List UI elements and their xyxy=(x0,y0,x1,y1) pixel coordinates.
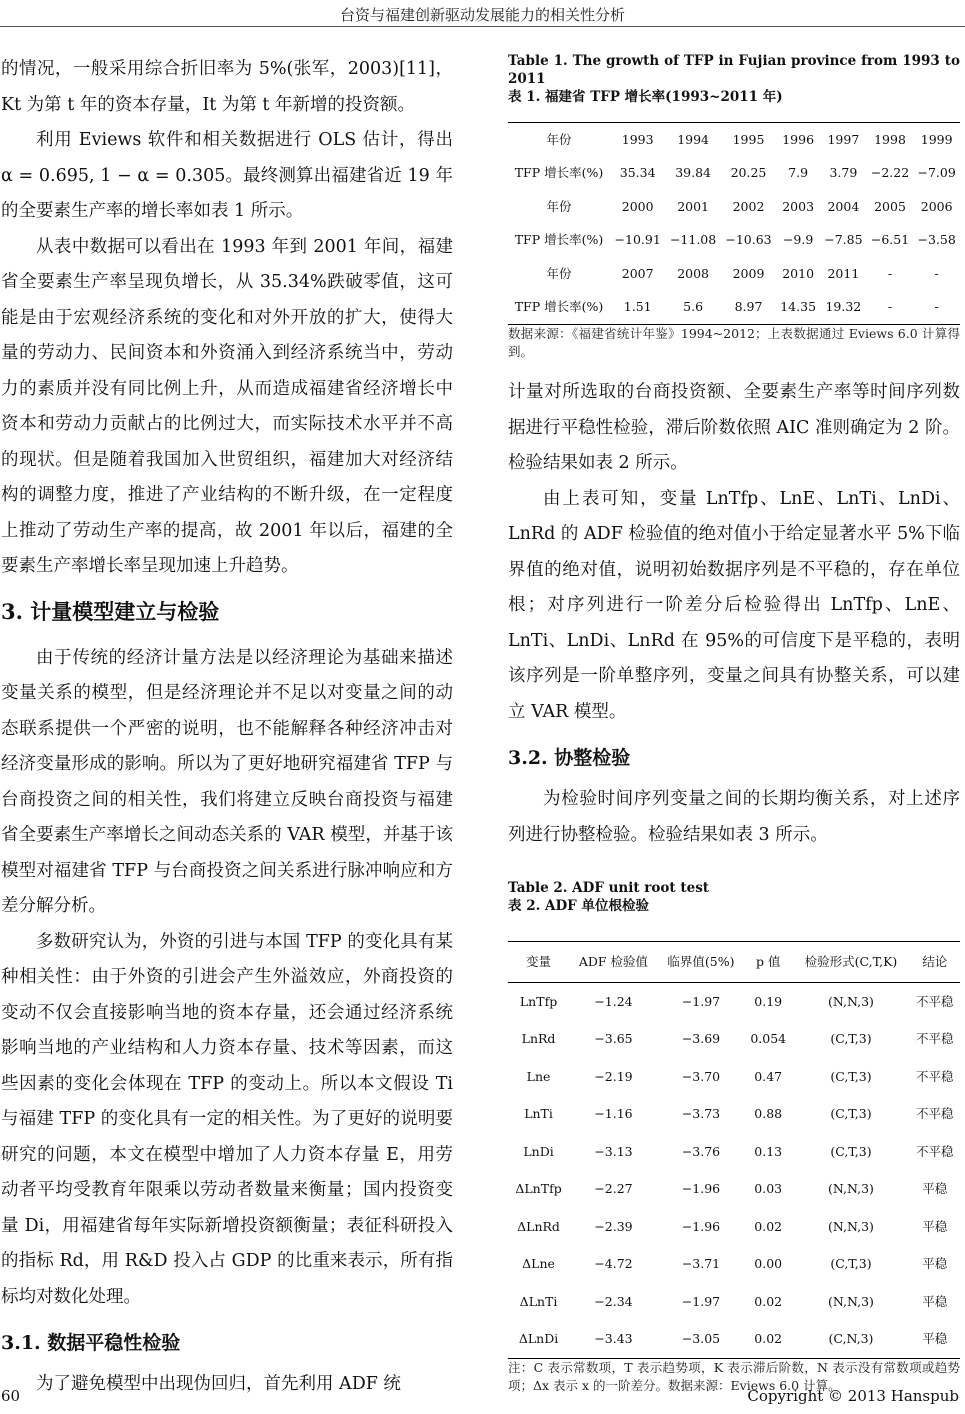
table-cell: 2003 xyxy=(782,198,815,214)
table-row xyxy=(508,190,960,224)
paragraph: 由于传统的经济计量方法是以经济理论为基础来描述变量关系的模型，但是经济理论并不足以对变量之间的动态联系提供一个严密的说明，也不能解释各种经济冲击对经济变量形成的影响。所以为了更好地研究福建省 TFP 与台商投资之间的相关性，我们将建立反映台商投资与福建省全要素生产率增长之间动态关系的 VAR 模型，并基于该模型对福建省 TFP 与台商投资之间关系进行脉冲响应和方差分解分析。 xyxy=(1,647,453,916)
table-cell: TFP 增长率(%) xyxy=(514,165,604,181)
table-cell: ΔLnRd xyxy=(517,1218,560,1234)
table1-note: 数据来源：《福建省统计年鉴》1994~2012；上表数据通过 Eviews 6.0 计算得到。 xyxy=(508,326,960,359)
table-cell: 2004 xyxy=(827,198,860,214)
table-cell: −3.65 xyxy=(594,1031,633,1047)
table-cell: −1.97 xyxy=(681,1293,721,1309)
table-cell: (N,N,3) xyxy=(828,1181,874,1197)
table-cell: 0.02 xyxy=(754,1218,783,1234)
table-cell: 2000 xyxy=(621,198,654,214)
table-cell: (N,N,3) xyxy=(828,993,874,1009)
table2 xyxy=(508,941,960,1359)
table-cell: 35.34 xyxy=(619,165,656,181)
table-cell: 1996 xyxy=(782,131,815,147)
table-cell: LnRd xyxy=(521,1031,556,1047)
table-cell: 平稳 xyxy=(922,1293,948,1309)
table-cell: −6.51 xyxy=(870,232,910,248)
table2-caption-en: Table 2. ADF unit root test xyxy=(508,880,710,896)
table-cell: 19.32 xyxy=(825,299,862,315)
table-cell: −1.97 xyxy=(681,993,721,1009)
table-cell: 2002 xyxy=(732,198,765,214)
table-row xyxy=(508,1133,960,1171)
table-cell: 0.054 xyxy=(750,1031,787,1047)
table2-caption-cn: 表 2. ADF 单位根检验 xyxy=(508,898,649,914)
table-cell: 平稳 xyxy=(922,1331,948,1347)
table-cell: 2009 xyxy=(732,265,765,281)
table-cell: 39.84 xyxy=(675,165,711,181)
table-cell: −9.9 xyxy=(782,232,814,248)
table-cell: 2008 xyxy=(677,265,709,281)
table1-caption-cn: 表 1. 福建省 TFP 增长率(1993~2011 年) xyxy=(508,89,783,105)
table-cell: TFP 增长率(%) xyxy=(514,299,604,315)
table-row xyxy=(508,1096,960,1134)
table-cell: (C,T,3) xyxy=(830,1143,872,1159)
table1 xyxy=(508,122,960,325)
table1-caption-en: Table 1. The growth of TFP in Fujian province from 1993 to 2011 xyxy=(508,53,960,87)
paragraph: 为了避免模型中出现伪回归，首先利用 ADF 统 xyxy=(36,1374,401,1394)
table-cell: 0.47 xyxy=(754,1068,783,1084)
table-row xyxy=(508,1171,960,1209)
table-cell: (C,N,3) xyxy=(828,1331,874,1347)
table-cell: 1999 xyxy=(920,131,953,147)
paragraph: 为检验时间序列变量之间的长期均衡关系，对上述序列进行协整检验。检验结果如表 3 所示。 xyxy=(508,789,960,845)
page-number: 60 xyxy=(1,1387,21,1405)
table-row xyxy=(508,257,960,291)
table-cell: ADF 检验值 xyxy=(569,942,658,983)
left-column xyxy=(1,52,453,1403)
table-cell: 7.9 xyxy=(788,165,809,181)
table-cell: −10.91 xyxy=(614,232,661,248)
table-cell: −1.24 xyxy=(594,993,633,1009)
table-cell: TFP 增长率(%) xyxy=(514,232,604,248)
section-heading: 3. 计量模型建立与检验 xyxy=(1,598,220,624)
table-cell: p 值 xyxy=(744,942,792,983)
table-cell: −11.08 xyxy=(669,232,717,248)
table-cell: 结论 xyxy=(910,942,960,983)
table-cell: 2011 xyxy=(827,265,860,281)
table-cell: 0.03 xyxy=(754,1181,783,1197)
table-row xyxy=(508,1058,960,1096)
table-cell: −7.09 xyxy=(917,165,956,181)
table-cell: (C,T,3) xyxy=(830,1256,872,1272)
table-cell: −10.63 xyxy=(725,232,772,248)
table-row xyxy=(508,983,960,1021)
subsection-heading: 3.2. 协整检验 xyxy=(508,747,631,769)
table-cell: −3.73 xyxy=(681,1106,721,1122)
table-row xyxy=(508,224,960,258)
table-row xyxy=(508,1283,960,1321)
table-cell: 临界值(5%) xyxy=(658,942,744,983)
table-cell: LnTfp xyxy=(519,993,558,1009)
table-cell: −3.58 xyxy=(917,232,956,248)
table-cell: −1.16 xyxy=(594,1106,633,1122)
table-cell: 14.35 xyxy=(780,299,817,315)
table2-note: 注：C 表示常数项，T 表示趋势项，K 表示滞后阶数，N 表示没有常数项或趋势项；Δx 表示 x 的一阶差分。数据来源：Eviews 6.0 计算。 xyxy=(508,1360,960,1393)
table-row xyxy=(508,942,960,983)
table-cell: 0.02 xyxy=(754,1293,783,1309)
table-cell: 1998 xyxy=(874,131,906,147)
table-cell: −2.39 xyxy=(594,1218,633,1234)
table-cell: 1994 xyxy=(677,131,709,147)
table-cell: 检验形式(C,T,K) xyxy=(792,942,909,983)
table-cell: 2001 xyxy=(677,198,709,214)
table-cell: 不平稳 xyxy=(916,993,954,1009)
table-cell: LnTi xyxy=(524,1106,553,1122)
table-cell: - xyxy=(887,265,893,281)
table-cell: 不平稳 xyxy=(916,1106,954,1122)
table-row xyxy=(508,291,960,325)
table-cell: - xyxy=(887,299,893,315)
table-cell: −2.34 xyxy=(594,1293,633,1309)
paragraph: 由上表可知，变量 LnTfp、LnE、LnTi、LnDi、LnRd 的 ADF 检验值的绝对值小于给定显著水平 5%下临界值的绝对值，说明初始数据序列是不平稳的，存在单位根；对序列进行一阶差分后检验得出 LnTfp、LnE、LnTi、LnDi、LnRd 在 95%的可信度下是平稳的，表明该序列是一阶单整序列，变量之间具有协整关系，可以建立 VAR 模型。 xyxy=(508,488,960,722)
table-cell: 2005 xyxy=(874,198,906,214)
table-cell: 年份 xyxy=(546,198,572,214)
table-cell: −3.71 xyxy=(681,1256,721,1272)
table-row xyxy=(508,1246,960,1284)
table-cell: −1.96 xyxy=(681,1181,721,1197)
paragraph: 从表中数据可以看出在 1993 年到 2001 年间，福建省全要素生产率呈现负增长，从 35.34%跌破零值，这可能是由于宏观经济系统的变化和对外开放的扩大，使得大量的劳动力、民间资本和外资涌入到经济系统当中，劳动力的素质并没有同比例上升，从而造成福建省经济增长中资本和劳动力贡献占的比例过大，而实际技术水平并不高的现状。但是随着我国加入世贸组织，福建加大对经济结构的调整力度，推进了产业结构的不断升级，在一定程度上推动了劳动生产率的提高，故 2001 年以后，福建的全要素生产率增长率呈现加速上升趋势。 xyxy=(1,236,453,576)
table-cell: 1995 xyxy=(732,131,765,147)
table-cell: 3.79 xyxy=(829,165,858,181)
table-cell: −4.72 xyxy=(594,1256,633,1272)
table-cell: 2010 xyxy=(782,265,815,281)
table-cell: 5.6 xyxy=(683,299,704,315)
table-cell: 2007 xyxy=(621,265,654,281)
table-cell: 平稳 xyxy=(922,1256,948,1272)
table-cell: ΔLnTfp xyxy=(515,1181,562,1197)
table-cell: −2.19 xyxy=(594,1068,633,1084)
table-cell: −2.27 xyxy=(594,1181,633,1197)
table-cell: 0.02 xyxy=(754,1331,783,1347)
table-cell: 平稳 xyxy=(922,1181,948,1197)
table-cell: - xyxy=(934,265,939,281)
table-cell: 0.88 xyxy=(754,1106,783,1122)
table-cell: 1997 xyxy=(827,131,860,147)
table-cell: −2.22 xyxy=(870,165,910,181)
table-cell: (C,T,3) xyxy=(830,1068,872,1084)
table-cell: 不平稳 xyxy=(916,1068,954,1084)
table-cell: 年份 xyxy=(546,265,572,281)
header-rule xyxy=(0,26,965,27)
table-row xyxy=(508,1208,960,1246)
table-row xyxy=(508,157,960,191)
table-cell: −3.70 xyxy=(681,1068,721,1084)
table-cell: ΔLnDi xyxy=(518,1331,559,1347)
table-cell: (C,T,3) xyxy=(830,1031,872,1047)
table-row xyxy=(508,123,960,157)
table-cell: (N,N,3) xyxy=(828,1218,874,1234)
table-cell: - xyxy=(934,299,939,315)
table-cell: 1993 xyxy=(621,131,654,147)
table-cell: −3.05 xyxy=(681,1331,721,1347)
table-cell: ΔLnTi xyxy=(519,1293,558,1309)
table-cell: 20.25 xyxy=(730,165,767,181)
right-column xyxy=(508,52,960,1395)
table-cell: 不平稳 xyxy=(916,1143,954,1159)
table-cell: 2006 xyxy=(920,198,953,214)
paragraph: 利用 Eviews 软件和相关数据进行 OLS 估计，得出 α = 0.695, 1 − α = 0.305。最终测算出福建省近 19 年的全要素生产率的增长率如表 1 所示。 xyxy=(1,130,453,221)
table-cell: −1.96 xyxy=(681,1218,721,1234)
table-cell: 8.97 xyxy=(734,299,763,315)
paragraph: 的情况，一般采用综合折旧率为 5%(张军，2003)[11]，Kt 为第 t 年的资本存量，It 为第 t 年新增的投资额。 xyxy=(1,59,453,115)
table-cell: −3.13 xyxy=(594,1143,633,1159)
table-cell: −3.43 xyxy=(594,1331,633,1347)
table-row xyxy=(508,1021,960,1059)
table-cell: −3.69 xyxy=(681,1031,721,1047)
subsection-heading: 3.1. 数据平稳性检验 xyxy=(1,1332,181,1354)
copyright: Copyright © 2013 Hanspub xyxy=(747,1387,959,1405)
table-cell: 不平稳 xyxy=(916,1031,954,1047)
paragraph: 计量对所选取的台商投资额、全要素生产率等时间序列数据进行平稳性检验，滞后阶数依照 AIC 准则确定为 2 阶。检验结果如表 2 所示。 xyxy=(508,382,960,473)
table-cell: 平稳 xyxy=(922,1218,948,1234)
table-cell: −7.85 xyxy=(824,232,863,248)
table-cell: 0.19 xyxy=(754,993,783,1009)
table-cell: ΔLne xyxy=(522,1256,555,1272)
table-row xyxy=(508,1321,960,1359)
table-cell: (C,T,3) xyxy=(830,1106,872,1122)
table-cell: Lne xyxy=(526,1068,551,1084)
running-title: 台资与福建创新驱动发展能力的相关性分析 xyxy=(339,6,625,24)
table-cell: LnDi xyxy=(523,1143,554,1159)
table-cell: (N,N,3) xyxy=(828,1293,874,1309)
table-cell: 0.13 xyxy=(754,1143,783,1159)
table-cell: 0.00 xyxy=(754,1256,783,1272)
table-cell: 变量 xyxy=(508,942,569,983)
paragraph: 多数研究认为，外资的引进与本国 TFP 的变化具有某种相关性：由于外资的引进会产生外溢效应，外商投资的变动不仅会直接影响当地的资本存量，还会通过经济系统影响当地的产业结构和人力资本存量、技术等因素，而这些因素的变化会体现在 TFP 的变动上。所以本文假设 Ti 与福建 TFP 的变化具有一定的相关性。为了更好的说明要研究的问题，本文在模型中增加了人力资本存量 E，用劳动者平均受教育年限乘以劳动者数量来衡量；国内投资变量 Di，用福建省每年实际新增投资额衡量；表征科研投入的指标 Rd，用 R&D 投入占 GDP 的比重来表示，所有指标均对数化处理。 xyxy=(1,931,453,1307)
table-cell: 1.51 xyxy=(623,299,652,315)
table-cell: 年份 xyxy=(546,131,572,147)
table-cell: −3.76 xyxy=(681,1143,721,1159)
